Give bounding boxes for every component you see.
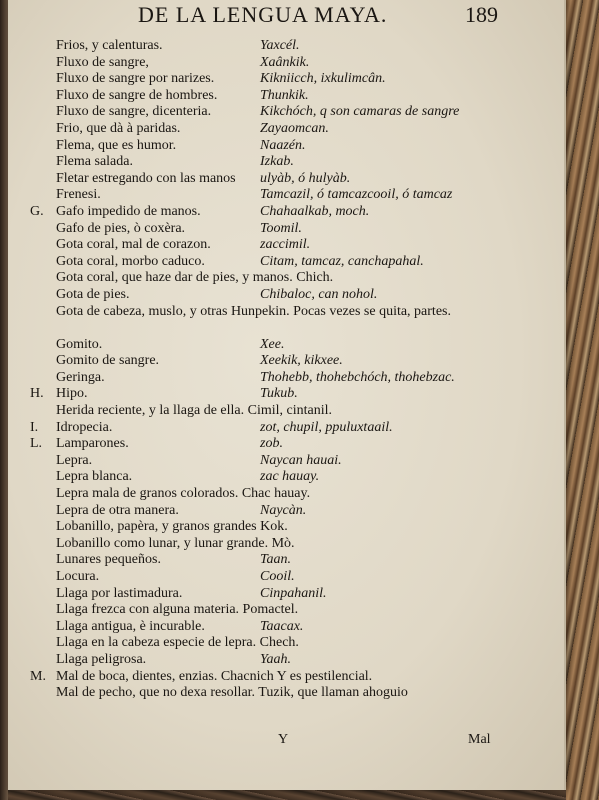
maya-translation: Xee. [260,336,285,352]
spanish-term: Frios, y calenturas. [56,38,163,53]
dictionary-entry [8,619,564,636]
dictionary-entry [8,386,564,403]
dictionary-entry [8,187,564,204]
dictionary-entry [8,552,564,569]
spanish-term: Gota coral, que haze dar de pies, y manos. Chich. [56,270,334,286]
spanish-term: Mal de boca, dientes, enzias. Chacnich Y es pestilencial. [56,668,373,684]
maya-translation: Yaxcél. [260,38,300,53]
maya-translation: Chahaalkab, moch. [260,203,370,219]
dictionary-entry [8,254,564,271]
spanish-term: Lepra blanca. [56,469,133,485]
spanish-term: Lunares pequeños. [56,552,161,568]
spanish-term: Gota coral, morbo caduco. [56,253,205,269]
section-letter: L. [30,436,43,452]
dictionary-entry [8,486,564,503]
dictionary-entry [8,287,564,304]
maya-translation: Yaah. [260,651,292,667]
spanish-term: Frio, que dà à paridas. [56,120,181,136]
dictionary-entry [8,685,564,702]
dictionary-entry [8,337,564,354]
spanish-term: Fluxo de sangre por narizes. [56,71,215,87]
maya-translation: Kikniicch, ixkulimcân. [260,71,386,87]
maya-translation: Zayaomcan. [260,120,329,136]
spanish-term: Gafo impedido de manos. [56,203,201,219]
dictionary-entry [8,586,564,603]
dictionary-entry [8,403,564,420]
spanish-term: Llaga antigua, è incurable. [56,618,205,634]
signature-mark: Y [278,732,289,747]
maya-translation: Toomil. [260,220,302,236]
book-binding-edge [0,0,8,800]
spanish-term: Llaga peligrosa. [56,651,147,667]
dictionary-entry [8,270,564,287]
dictionary-entries [8,38,564,702]
spanish-term: Frenesi. [56,187,101,203]
spanish-term: Flema salada. [56,154,133,170]
maya-translation: Naazén. [260,137,306,153]
maya-translation: Taan. [260,552,292,568]
dictionary-entry [8,71,564,88]
maya-translation: Cooil. [260,569,295,584]
maya-translation: zob. [260,436,283,452]
maya-translation: Taacax. [260,618,304,634]
dictionary-entry [8,536,564,553]
maya-translation: zot, chupil, ppuluxtaail. [260,419,393,435]
dictionary-entry [8,353,564,370]
dictionary-entry [8,154,564,171]
dictionary-entry [8,304,564,337]
section-letter: M. [30,668,46,684]
spanish-term: Lamparones. [56,436,129,452]
running-head: DE LA LENGUA MAYA. [138,2,388,27]
dictionary-entry [8,138,564,155]
maya-translation: Tamcazil, ó tamcazcooil, ó tamcaz [260,187,453,203]
dictionary-entry [8,669,564,686]
spanish-term: Lobanillo, papèra, y granos grandes Kok. [56,519,288,535]
dictionary-entry [8,569,564,586]
spanish-term: Gafo de pies, ò coxèra. [56,220,186,236]
dictionary-entry [8,635,564,652]
maya-translation: Naycàn. [260,502,307,518]
page-number: 189 [465,2,498,27]
maya-translation: Xeekik, kikxee. [260,353,343,369]
spanish-term: Lepra de otra manera. [56,502,179,518]
maya-translation: Chibaloc, can nohol. [260,286,378,302]
spanish-term: Gomito de sangre. [56,353,160,369]
spanish-term: Gota coral, mal de corazon. [56,237,211,253]
spanish-term: Mal de pecho, que no dexa resollar. Tuzik, que llaman ahoguio [56,685,408,701]
catchword: Mal [468,732,491,747]
spanish-term: Fluxo de sangre de hombres. [56,87,218,103]
dictionary-entry [8,469,564,486]
spanish-term: Hipo. [56,386,88,402]
section-letter: H. [30,386,44,402]
section-letter: G. [30,203,44,219]
marbled-cover-edge [566,0,599,800]
spanish-term: Gomito. [56,336,103,352]
maya-translation: zaccimil. [260,237,311,253]
dictionary-entry [8,221,564,238]
dictionary-entry [8,602,564,619]
dictionary-entry [8,104,564,121]
dictionary-entry [8,436,564,453]
spanish-term: Llaga frezca con alguna materia. Pomactel. [56,602,299,618]
spanish-term: Geringa. [56,369,105,385]
spanish-term: Gota de cabeza, muslo, y otras Hunpekin. Pocas vezes se quita, partes. [56,303,451,319]
maya-translation: Thunkik. [260,87,309,103]
maya-translation: Citam, tamcaz, canchapahal. [260,253,424,269]
spanish-term: Fluxo de sangre, dicenteria. [56,104,212,120]
maya-translation: ulyàb, ó hulyàb. [260,170,351,186]
spanish-term: Fletar estregando con las manos [56,170,236,186]
dictionary-entry [8,204,564,221]
page-footer [8,732,564,752]
dictionary-entry [8,38,564,55]
dictionary-entry [8,652,564,669]
spanish-term: Idropecia. [56,419,113,435]
page-header [8,2,564,32]
maya-translation: Naycan hauai. [260,452,342,468]
spanish-term: Llaga en la cabeza especie de lepra. Chech. [56,635,299,651]
spanish-term: Flema, que es humor. [56,137,177,153]
spanish-term: Llaga por lastimadura. [56,585,183,601]
spanish-term: Lepra. [56,452,93,468]
maya-translation: zac hauay. [260,469,320,485]
maya-translation: Xaânkik. [260,54,310,70]
maya-translation: Kikchóch, q son camaras de sangre [260,104,460,120]
dictionary-entry [8,370,564,387]
dictionary-entry [8,171,564,188]
section-letter: I. [30,419,39,435]
maya-translation: Thohebb, thohebchóch, thohebzac. [260,369,455,385]
dictionary-entry [8,121,564,138]
dictionary-entry [8,55,564,72]
dictionary-entry [8,503,564,520]
maya-translation: Cinpahanil. [260,585,327,601]
book-page [8,0,566,790]
spanish-term: Lepra mala de granos colorados. Chac hauay. [56,486,311,502]
spanish-term: Lobanillo como lunar, y lunar grande. Mò. [56,535,295,551]
dictionary-entry [8,453,564,470]
spanish-term: Fluxo de sangre, [56,54,149,70]
spanish-term: Locura. [56,569,100,584]
dictionary-entry [8,519,564,536]
spanish-term: Gota de pies. [56,286,130,302]
dictionary-entry [8,420,564,437]
spanish-term: Herida reciente, y la llaga de ella. Cimil, cintanil. [56,403,333,419]
dictionary-entry [8,88,564,105]
maya-translation: Izkab. [260,154,294,170]
maya-translation: Tukub. [260,386,298,402]
dictionary-entry [8,237,564,254]
